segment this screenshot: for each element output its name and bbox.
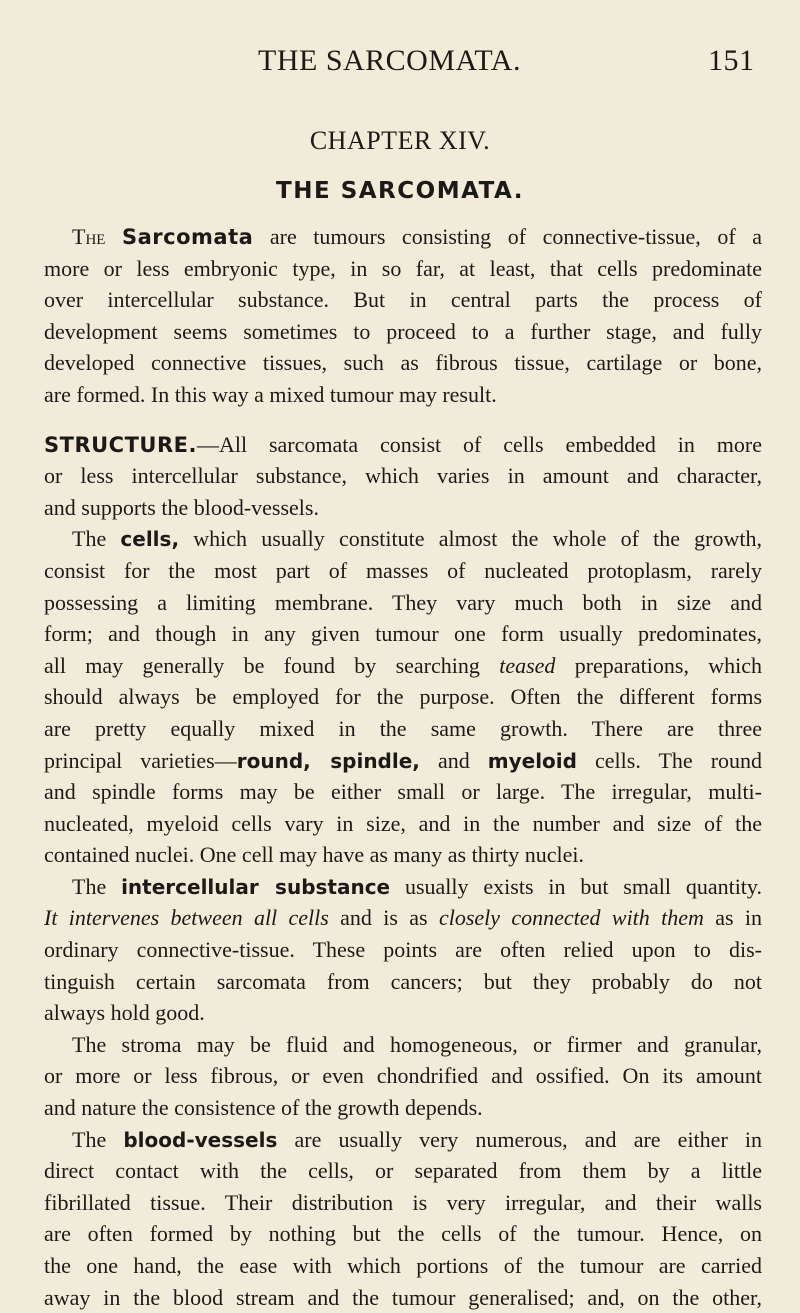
text-line: The intercellular substance usually exists in but small quantity.: [72, 873, 762, 899]
text-line: The stroma may be fluid and homogeneous, or firmer and granular,: [72, 1031, 762, 1057]
text-line: over intercellular substance. But in central parts the process of: [44, 287, 762, 313]
text-line: possessing a limiting membrane. They vary much both in size and: [44, 589, 762, 615]
term-blood-vessels: blood-vessels: [123, 1127, 278, 1152]
text-line: It intervenes between all cells and is as closely connected with them as in: [44, 905, 763, 931]
term-myeloid: myeloid: [487, 748, 577, 773]
text-line: all may generally be found by searching teased preparations, which: [44, 652, 763, 678]
text-line: fibrillated tissue. Their distribution is very irregular, and their walls: [44, 1189, 762, 1215]
text-line: are formed. In this way a mixed tumour may result.: [44, 381, 497, 407]
text-line: principal varieties—round, spindle, and myeloid cells. The round: [44, 747, 763, 773]
text-line: and nature the consistence of the growth depends.: [44, 1095, 483, 1121]
text-line: The blood-vessels are usually very numerous, and are either in: [72, 1126, 763, 1152]
text-line: consist for the most part of masses of nucleated protoplasm, rarely: [44, 557, 762, 583]
body-text: [44, 221, 762, 1313]
section-heading-structure: STRUCTURE.: [44, 432, 197, 457]
term-intercellular-substance: intercellular substance: [121, 874, 391, 899]
text-line: are often formed by nothing but the cells of the tumour. Hence, on: [44, 1221, 762, 1247]
text-line: the one hand, the ease with which portions of the tumour are carried: [44, 1253, 762, 1278]
text-line: The Sarcomata are tumours consisting of connective-tissue, of a: [72, 224, 763, 249]
text-line: or more or less fibrous, or even chondrified and ossified. On its amount: [44, 1063, 762, 1089]
text-line: developed connective tissues, such as fibrous tissue, cartilage or bone,: [44, 350, 762, 376]
text-line: more or less embryonic type, in so far, at least, that cells predominate: [44, 255, 762, 281]
term-sarcomata: Sarcomata: [122, 225, 254, 249]
text-line: or less intercellular substance, which varies in amount and character,: [44, 463, 762, 489]
running-head: [0, 44, 800, 84]
text-line: are pretty equally mixed in the same growth. There are three: [44, 715, 762, 741]
text-line: nucleated, myeloid cells vary in size, and in the number and size of the: [44, 810, 762, 836]
text-line: and supports the blood-vessels.: [44, 494, 319, 520]
paragraph-gap: [44, 411, 762, 429]
chapter-heading: CHAPTER XIV.: [309, 126, 491, 155]
page-number: 151: [708, 44, 755, 77]
term-cells: cells,: [120, 527, 180, 552]
text-line: form; and though in any given tumour one form usually predominates,: [44, 621, 762, 647]
text-line: The cells, which usually constitute almost the whole of the growth,: [72, 526, 763, 552]
chapter-title: THE SARCOMATA.: [276, 178, 524, 204]
text-line: should always be employed for the purpose. Often the different forms: [44, 684, 762, 710]
text-line: away in the blood stream and the tumour generalised; and, on the other,: [44, 1284, 762, 1310]
text-line: tinguish certain sarcomata from cancers; but they probably do not: [44, 968, 762, 994]
text-line: always hold good.: [44, 1000, 205, 1026]
text-line: contained nuclei. One cell may have as many as thirty nuclei.: [44, 842, 585, 868]
text-line: direct contact with the cells, or separated from them by a little: [44, 1158, 762, 1184]
running-title: THE SARCOMATA.: [258, 44, 521, 77]
term-round-spindle: round, spindle,: [236, 748, 420, 773]
text-line: development seems sometimes to proceed to a further stage, and fully: [44, 318, 762, 344]
term-teased: teased: [499, 652, 556, 678]
text-line: ordinary connective-tissue. These points are often relied upon to dis-: [44, 937, 762, 963]
text-line: STRUCTURE.—All sarcomata consist of cells embedded in more: [44, 431, 762, 457]
text-line: and spindle forms may be either small or large. The irregular, multi-: [44, 779, 762, 805]
